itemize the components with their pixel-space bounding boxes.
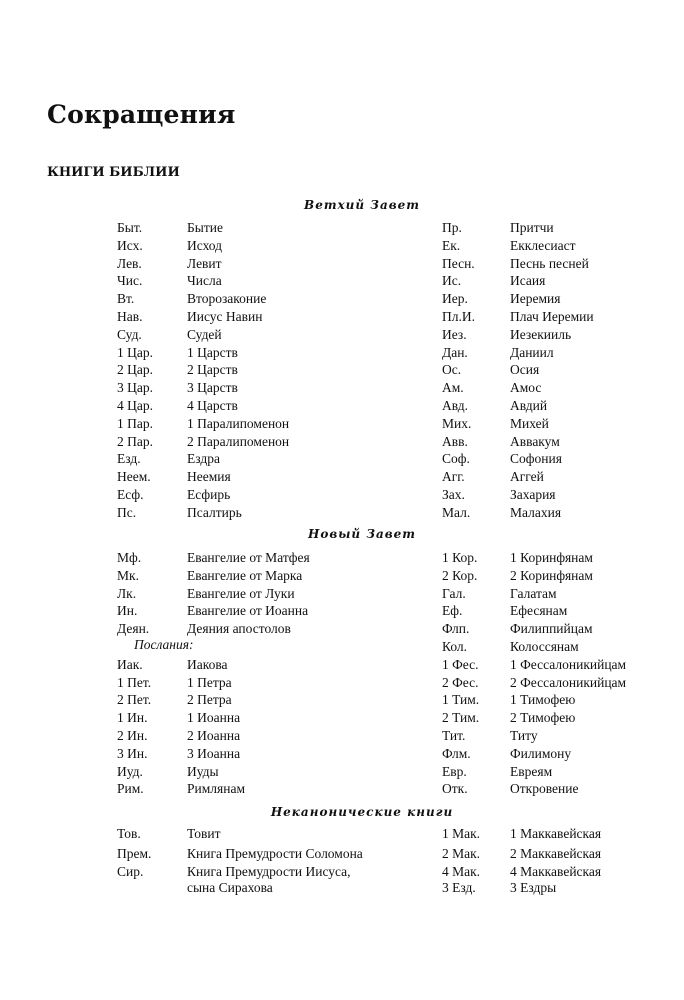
right-abbr: Иез. bbox=[442, 326, 467, 342]
right-book-name: Исаия bbox=[510, 273, 546, 289]
left-book-name: Евангелие от Матфея bbox=[187, 550, 310, 565]
right-abbr: Тит. bbox=[442, 728, 466, 743]
left-book-name: Иисус Навин bbox=[187, 309, 263, 324]
table-row bbox=[0, 380, 684, 398]
table-row bbox=[0, 238, 684, 256]
right-book-name: Амос bbox=[510, 380, 542, 396]
left-book-name: 1 Иоанна bbox=[187, 710, 241, 726]
table-row bbox=[0, 362, 684, 380]
table-row bbox=[0, 550, 684, 568]
left-abbr: Ин. bbox=[117, 603, 138, 619]
left-abbr: 2 Цар. bbox=[117, 362, 153, 378]
left-book-name: Неемия bbox=[187, 469, 231, 485]
right-book-name: Даниил bbox=[510, 344, 554, 360]
right-abbr: 1 Фес. bbox=[442, 656, 479, 672]
right-book-name: Ефесянам bbox=[510, 603, 568, 619]
left-abbr: Исх. bbox=[117, 237, 143, 253]
right-abbr: Ос. bbox=[442, 362, 462, 378]
right-book-name: 3 Ездры bbox=[510, 880, 557, 895]
left-abbr: Иуд. bbox=[117, 763, 143, 779]
right-book-name: Захария bbox=[510, 487, 556, 502]
left-book-name: 2 Паралипоменон bbox=[187, 433, 290, 449]
right-book-name: Плач Иеремии bbox=[510, 309, 594, 324]
left-abbr: Суд. bbox=[117, 326, 142, 342]
right-abbr: 2 Фес. bbox=[442, 674, 479, 690]
table-row bbox=[0, 621, 684, 639]
table-row bbox=[0, 586, 684, 604]
table-row bbox=[0, 846, 684, 864]
epistles-label: Послания: bbox=[134, 637, 194, 652]
right-abbr: Флм. bbox=[442, 745, 471, 761]
left-book-name: 2 Царств bbox=[187, 362, 238, 378]
right-book-name: Филиппийцам bbox=[510, 621, 593, 637]
right-book-name: Галатам bbox=[510, 585, 557, 601]
left-book-name: 3 Иоанна bbox=[187, 745, 241, 761]
left-book-name: Иакова bbox=[187, 656, 228, 672]
left-abbr: Чис. bbox=[117, 273, 143, 289]
left-abbr: Иак. bbox=[117, 656, 143, 672]
table-row bbox=[0, 256, 684, 274]
table-row bbox=[0, 657, 684, 675]
left-abbr: Прем. bbox=[117, 846, 152, 861]
right-abbr: Зах. bbox=[442, 487, 465, 502]
left-abbr: Вт. bbox=[117, 291, 135, 307]
left-abbr: 4 Цар. bbox=[117, 398, 153, 413]
left-book-name: Книга Премудрости Иисуса, bbox=[187, 864, 351, 879]
left-abbr: Езд. bbox=[117, 451, 141, 467]
right-abbr: 1 Мак. bbox=[442, 826, 481, 841]
table-row bbox=[0, 327, 684, 345]
table-row bbox=[0, 675, 684, 693]
right-abbr: Песн. bbox=[442, 255, 475, 271]
right-book-name: Титу bbox=[510, 728, 538, 743]
table-row bbox=[0, 746, 684, 764]
right-abbr: Еф. bbox=[442, 603, 463, 619]
noncanonical-heading: Неканонические книги bbox=[270, 805, 454, 819]
table-row bbox=[0, 398, 684, 416]
left-book-name: Ездра bbox=[187, 451, 220, 467]
right-book-name: Аввакум bbox=[510, 433, 560, 449]
right-book-name: 1 Фессалоникийцам bbox=[510, 656, 627, 672]
left-book-name: Евангелие от Луки bbox=[187, 585, 295, 601]
table-row bbox=[0, 505, 684, 523]
left-book-name: Римлянам bbox=[187, 781, 245, 797]
right-book-name: Колоссянам bbox=[510, 639, 579, 654]
table-row bbox=[0, 451, 684, 469]
right-abbr: Евр. bbox=[442, 763, 467, 779]
right-book-name: 1 Тимофею bbox=[510, 692, 576, 708]
table-row bbox=[0, 603, 684, 621]
left-book-name: 2 Петра bbox=[187, 692, 232, 708]
table-row bbox=[0, 487, 684, 505]
left-abbr: Неем. bbox=[117, 469, 151, 485]
right-book-name: 1 Маккавейская bbox=[510, 826, 602, 841]
right-book-name: Екклесиаст bbox=[510, 237, 576, 253]
right-book-name: Авдий bbox=[510, 398, 548, 413]
right-abbr: 4 Мак. bbox=[442, 864, 481, 879]
table-row bbox=[0, 309, 684, 327]
table-row bbox=[0, 781, 684, 799]
right-book-name: Иеремия bbox=[510, 291, 561, 307]
table-row bbox=[0, 764, 684, 782]
right-book-name: Малахия bbox=[510, 504, 562, 520]
left-abbr: 3 Ин. bbox=[117, 745, 148, 761]
right-abbr: Мал. bbox=[442, 504, 471, 520]
right-book-name: Притчи bbox=[510, 220, 554, 235]
left-abbr: Тов. bbox=[117, 826, 141, 841]
left-abbr: Деян. bbox=[117, 621, 150, 637]
table-row bbox=[0, 273, 684, 291]
right-abbr: Флп. bbox=[442, 621, 470, 637]
left-book-name: Бытие bbox=[187, 220, 223, 235]
left-book-name: Судей bbox=[187, 326, 222, 342]
right-book-name: 2 Маккавейская bbox=[510, 846, 602, 861]
left-book-name: Евангелие от Иоанна bbox=[187, 603, 309, 619]
right-abbr: 1 Кор. bbox=[442, 550, 478, 565]
right-abbr: Ам. bbox=[442, 380, 464, 396]
left-abbr: Быт. bbox=[117, 220, 143, 235]
right-book-name: Филимону bbox=[510, 745, 572, 761]
table-row bbox=[0, 826, 684, 844]
right-abbr: Гал. bbox=[442, 585, 466, 601]
table-row bbox=[0, 434, 684, 452]
right-abbr: Авв. bbox=[442, 433, 468, 449]
left-abbr: Лев. bbox=[117, 255, 142, 271]
left-book-name: Есфирь bbox=[187, 487, 231, 502]
right-abbr: Пр. bbox=[442, 220, 462, 235]
table-row bbox=[0, 639, 684, 657]
right-book-name: Аггей bbox=[510, 469, 544, 485]
right-abbr: Агг. bbox=[442, 469, 465, 485]
left-book-name: Числа bbox=[187, 273, 222, 289]
right-book-name: Евреям bbox=[510, 763, 553, 779]
left-abbr: Сир. bbox=[117, 864, 144, 879]
left-book-name: Второзаконие bbox=[187, 291, 267, 307]
left-book-name: 2 Иоанна bbox=[187, 728, 241, 743]
right-abbr: 1 Тим. bbox=[442, 692, 480, 708]
page-title: Сокращения bbox=[47, 100, 236, 129]
left-abbr: Рим. bbox=[117, 781, 144, 797]
left-book-name: Иуды bbox=[187, 763, 219, 779]
left-abbr: 1 Цар. bbox=[117, 344, 153, 360]
right-abbr: 2 Мак. bbox=[442, 846, 481, 861]
right-abbr: 2 Тим. bbox=[442, 710, 480, 726]
right-abbr: Иер. bbox=[442, 291, 468, 307]
left-abbr: 2 Ин. bbox=[117, 728, 148, 743]
right-book-name: 4 Маккавейская bbox=[510, 864, 602, 879]
right-abbr: Кол. bbox=[442, 639, 468, 654]
left-book-name: 3 Царств bbox=[187, 380, 238, 396]
right-abbr: Мих. bbox=[442, 415, 472, 431]
table-row bbox=[0, 568, 684, 586]
right-abbr: Соф. bbox=[442, 451, 470, 467]
left-abbr: Есф. bbox=[117, 487, 144, 502]
right-abbr: 3 Езд. bbox=[442, 880, 476, 895]
right-book-name: 2 Тимофею bbox=[510, 710, 576, 726]
left-abbr: Нав. bbox=[117, 309, 143, 324]
table-row bbox=[0, 710, 684, 728]
left-book-name: Книга Премудрости Соломона bbox=[187, 846, 363, 861]
left-book-name: 1 Петра bbox=[187, 674, 232, 690]
left-abbr: 1 Пар. bbox=[117, 415, 153, 431]
left-abbr: 2 Пар. bbox=[117, 433, 153, 449]
table-row bbox=[0, 345, 684, 363]
left-book-name: Евангелие от Марка bbox=[187, 567, 303, 583]
left-abbr: Мк. bbox=[117, 567, 139, 583]
left-abbr: 1 Ин. bbox=[117, 710, 148, 726]
table-row bbox=[0, 291, 684, 309]
right-book-name: 2 Коринфянам bbox=[510, 567, 593, 583]
left-book-name: Деяния апостолов bbox=[187, 621, 291, 637]
left-abbr: Мф. bbox=[117, 550, 142, 565]
right-book-name: Софония bbox=[510, 451, 562, 467]
right-book-name: 1 Коринфянам bbox=[510, 550, 593, 565]
left-book-name: Исход bbox=[187, 237, 223, 253]
right-book-name: Откровение bbox=[510, 781, 579, 797]
section-subtitle: КНИГИ БИБЛИИ bbox=[47, 165, 180, 180]
table-row bbox=[0, 692, 684, 710]
right-abbr: Ис. bbox=[442, 273, 462, 289]
right-abbr: Пл.И. bbox=[442, 309, 475, 324]
left-abbr: Лк. bbox=[117, 585, 137, 601]
left-book-name: Товит bbox=[187, 826, 221, 841]
table-row bbox=[0, 728, 684, 746]
left-abbr: 1 Пет. bbox=[117, 674, 152, 690]
right-abbr: Дан. bbox=[442, 344, 468, 360]
table-row bbox=[0, 880, 684, 898]
left-book-name: сына Сирахова bbox=[187, 880, 273, 895]
table-row bbox=[0, 469, 684, 487]
right-abbr: Ек. bbox=[442, 237, 461, 253]
left-abbr: 3 Цар. bbox=[117, 380, 153, 396]
right-abbr: 2 Кор. bbox=[442, 567, 478, 583]
left-book-name: Левит bbox=[187, 255, 222, 271]
table-row bbox=[0, 416, 684, 434]
left-book-name: 1 Царств bbox=[187, 344, 238, 360]
right-book-name: Осия bbox=[510, 362, 540, 378]
old-testament-heading: Ветхий Завет bbox=[304, 198, 420, 212]
right-abbr: Отк. bbox=[442, 781, 468, 797]
table-row bbox=[0, 220, 684, 238]
left-book-name: Псалтирь bbox=[187, 504, 242, 520]
right-book-name: Михей bbox=[510, 415, 549, 431]
right-abbr: Авд. bbox=[442, 398, 469, 413]
right-book-name: Иезекииль bbox=[510, 326, 572, 342]
right-book-name: Песнь песней bbox=[510, 255, 589, 271]
left-abbr: Пс. bbox=[117, 504, 137, 520]
left-book-name: 4 Царств bbox=[187, 398, 238, 413]
right-book-name: 2 Фессалоникийцам bbox=[510, 674, 627, 690]
left-book-name: 1 Паралипоменон bbox=[187, 415, 290, 431]
new-testament-heading: Новый Завет bbox=[308, 527, 416, 541]
left-abbr: 2 Пет. bbox=[117, 692, 152, 708]
